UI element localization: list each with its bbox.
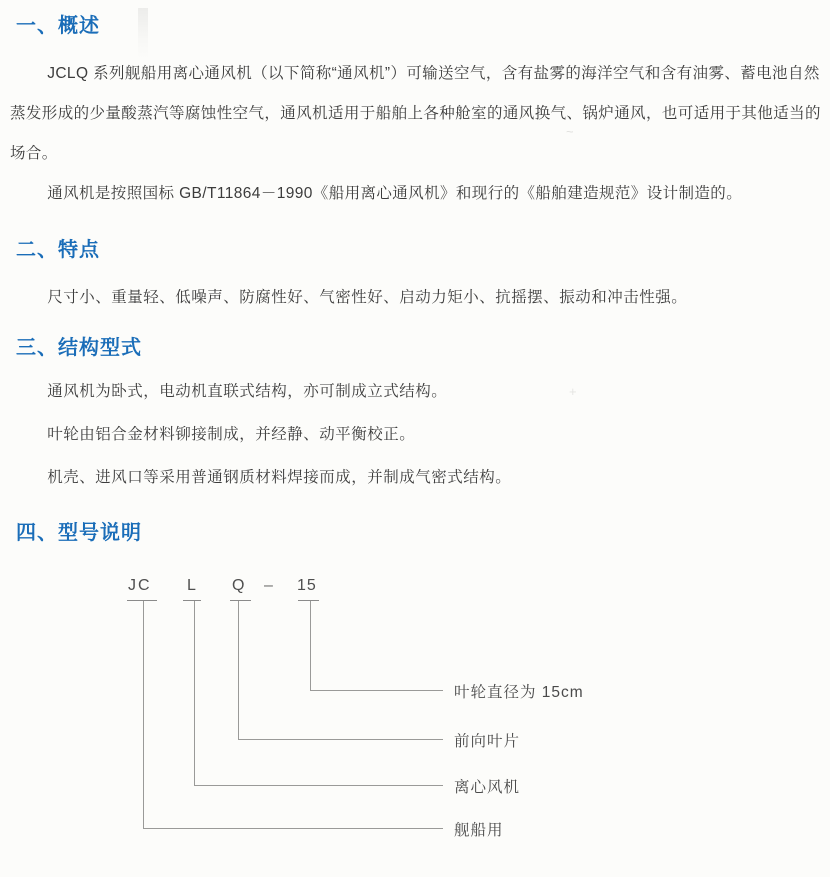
underline-q	[230, 600, 251, 601]
callout-label-impeller-diameter: 叶轮直径为 15cm	[454, 684, 584, 701]
section-heading-features: 二、特点	[16, 239, 100, 261]
structure-paragraph-3: 机壳、进风口等采用普通钢质材料焊接而成，并制成气密式结构。	[47, 469, 512, 486]
model-code-size: 15	[297, 577, 317, 594]
callout-label-forward-blade: 前向叶片	[454, 733, 521, 750]
model-code-q: Q	[232, 577, 247, 594]
callout-vline-size	[310, 601, 311, 691]
structure-paragraph-1: 通风机为卧式，电动机直联式结构，亦可制成立式结构。	[47, 383, 448, 400]
callout-vline-q	[238, 601, 239, 740]
callout-hline-size	[310, 690, 443, 691]
model-designation-diagram	[0, 558, 830, 877]
section-heading-overview: 一、概述	[16, 15, 100, 37]
callout-label-centrifugal-fan: 离心风机	[454, 779, 521, 796]
section-heading-model: 四、型号说明	[16, 522, 142, 544]
overview-paragraph-2: 通风机是按照国标 GB/T11864－1990《船用离心通风机》和现行的《船舶建造规范》设计制造的。	[47, 185, 743, 202]
scan-artifact: +	[569, 384, 577, 399]
callout-vline-jc	[143, 601, 144, 829]
structure-paragraph-2: 叶轮由铝合金材料铆接制成，并经静、动平衡校正。	[47, 426, 416, 443]
model-code-jc: JC	[128, 577, 152, 594]
features-paragraph: 尺寸小、重量轻、低噪声、防腐性好、气密性好、启动力矩小、抗摇摆、振动和冲击性强。	[47, 289, 688, 306]
underline-jc	[127, 600, 157, 601]
callout-hline-jc	[143, 828, 443, 829]
model-code-separator: –	[264, 577, 275, 594]
section-heading-structure: 三、结构型式	[16, 337, 142, 359]
model-code-l: L	[187, 577, 198, 594]
callout-hline-l	[194, 785, 443, 786]
callout-hline-q	[238, 739, 443, 740]
underline-l	[183, 600, 201, 601]
callout-label-marine-use: 舰船用	[454, 822, 504, 839]
underline-size	[298, 600, 319, 601]
overview-paragraph-1: JCLQ 系列舰船用离心通风机（以下简称“通风机”）可输送空气，含有盐雾的海洋空气和含有油雾、蓄电池自然蒸发形成的少量酸蒸汽等腐蚀性空气，通风机适用于船舶上各种舱室的通风换气、锅炉通风，也可适用于其他适当的场合。	[10, 65, 821, 162]
callout-vline-l	[194, 601, 195, 785]
scan-artifact: ~	[566, 124, 574, 139]
